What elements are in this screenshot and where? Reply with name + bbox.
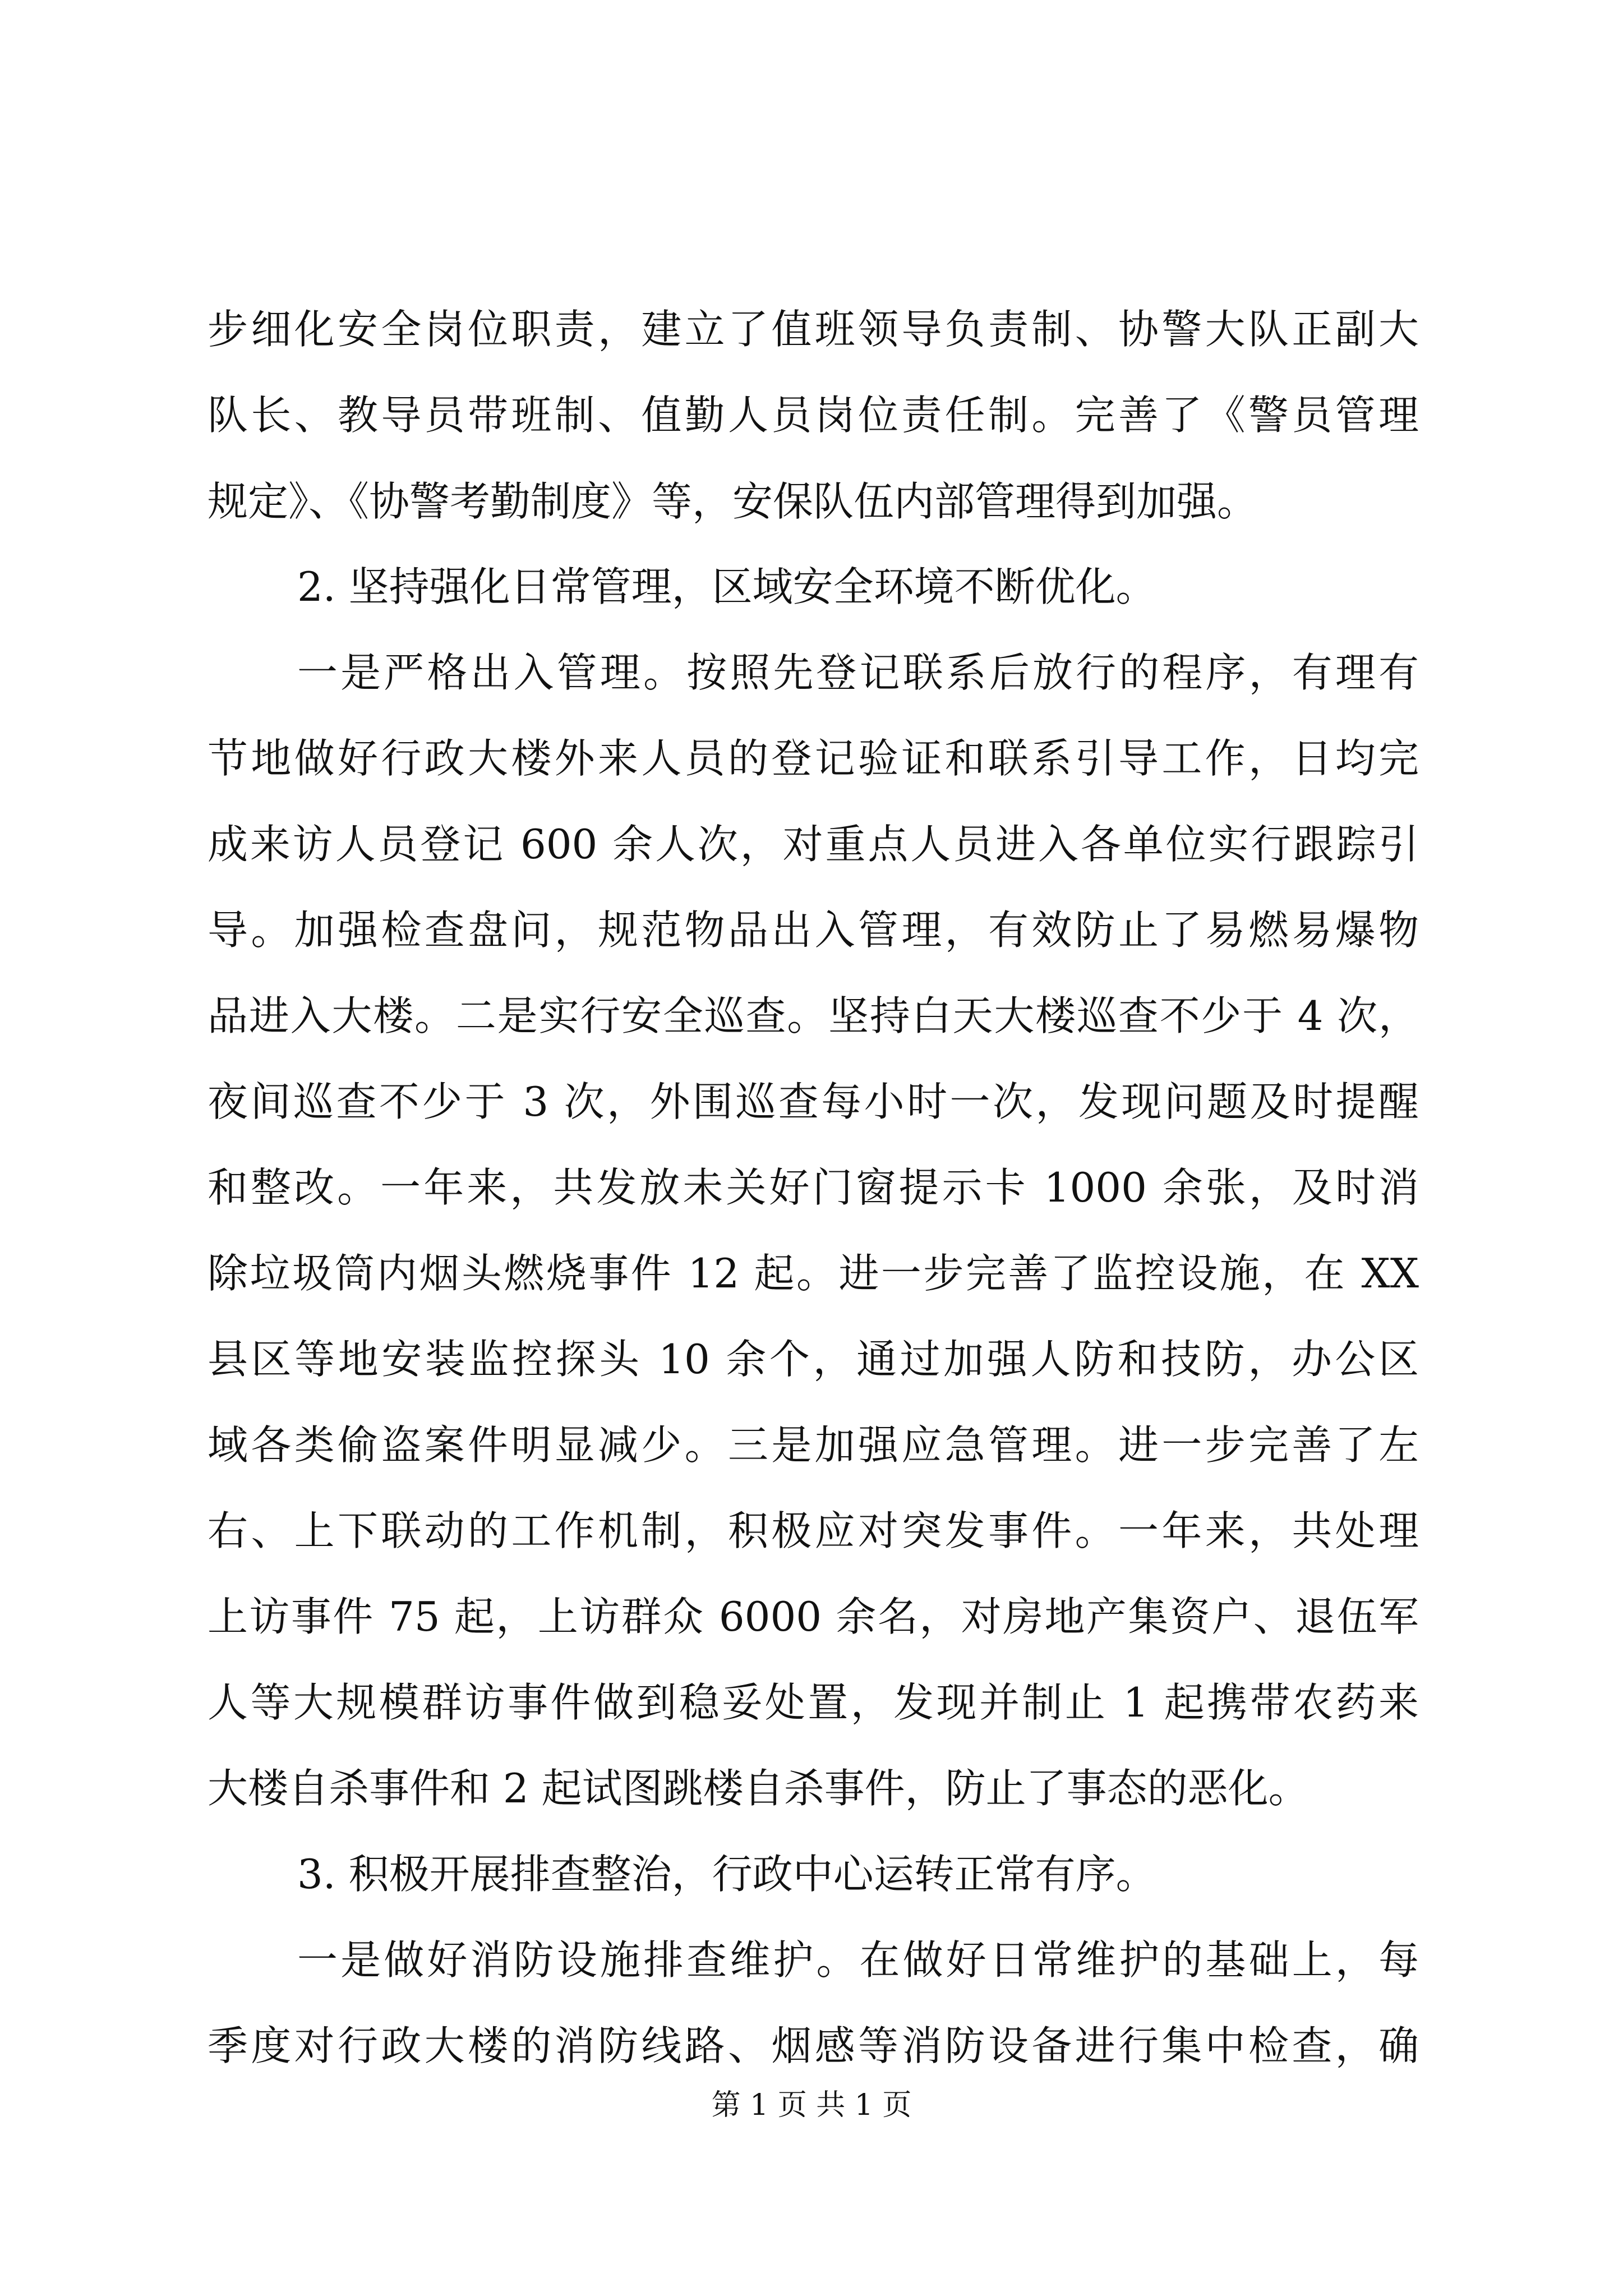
paragraph-line: 人等大规模群访事件做到稳妥处置，发现并制止 1 起携带农药来 [208,1679,1419,1726]
paragraph-line: 一是严格出入管理。按照先登记联系后放行的程序，有理有 [297,649,1419,696]
paragraph-line: 队长、教导员带班制、值勤人员岗位责任制。完善了《警员管理 [208,392,1419,439]
paragraph-line: 品进入大楼。二是实行安全巡查。坚持白天大楼巡查不少于 4 次， [208,992,1419,1039]
paragraph-line: 一是做好消防设施排查维护。在做好日常维护的基础上，每 [297,1936,1419,1984]
paragraph-line: 大楼自杀事件和 2 起试图跳楼自杀事件，防止了事态的恶化。 [208,1765,1309,1812]
paragraph-line: 县区等地安装监控探头 10 余个，通过加强人防和技防，办公区 [208,1336,1419,1383]
paragraph-line: 季度对行政大楼的消防线路、烟感等消防设备进行集中检查，确 [208,2022,1419,2069]
paragraph-line: 域各类偷盗案件明显减少。三是加强应急管理。进一步完善了左 [208,1421,1419,1469]
page-number-footer: 第 1 页 共 1 页 [711,2088,912,2122]
paragraph-line: 节地做好行政大楼外来人员的登记验证和联系引导工作，日均完 [208,735,1419,782]
paragraph-line: 夜间巡查不少于 3 次，外围巡查每小时一次，发现问题及时提醒 [208,1078,1419,1125]
paragraph-line: 除垃圾筒内烟头燃烧事件 12 起。进一步完善了监控设施，在 XX [208,1250,1419,1297]
paragraph-line: 成来访人员登记 600 余人次，对重点人员进入各单位实行跟踪引 [208,821,1419,868]
section-heading: 2. 坚持强化日常管理，区域安全环境不断优化。 [297,563,1156,610]
paragraph-line: 步细化安全岗位职责，建立了值班领导负责制、协警大队正副大 [208,306,1419,353]
paragraph-line: 右、上下联动的工作机制，积极应对突发事件。一年来，共处理 [208,1507,1419,1554]
paragraph-line: 和整改。一年来，共发放未关好门窗提示卡 1000 余张，及时消 [208,1164,1419,1211]
paragraph-line: 规定》、《协警考勤制度》等，安保队伍内部管理得到加强。 [208,478,1258,525]
paragraph-line: 上访事件 75 起，上访群众 6000 余名，对房地产集资户、退伍军 [208,1593,1419,1640]
section-heading: 3. 积极开展排查整治，行政中心运转正常有序。 [297,1851,1156,1898]
paragraph-line: 导。加强检查盘问，规范物品出入管理，有效防止了易燃易爆物 [208,907,1419,954]
